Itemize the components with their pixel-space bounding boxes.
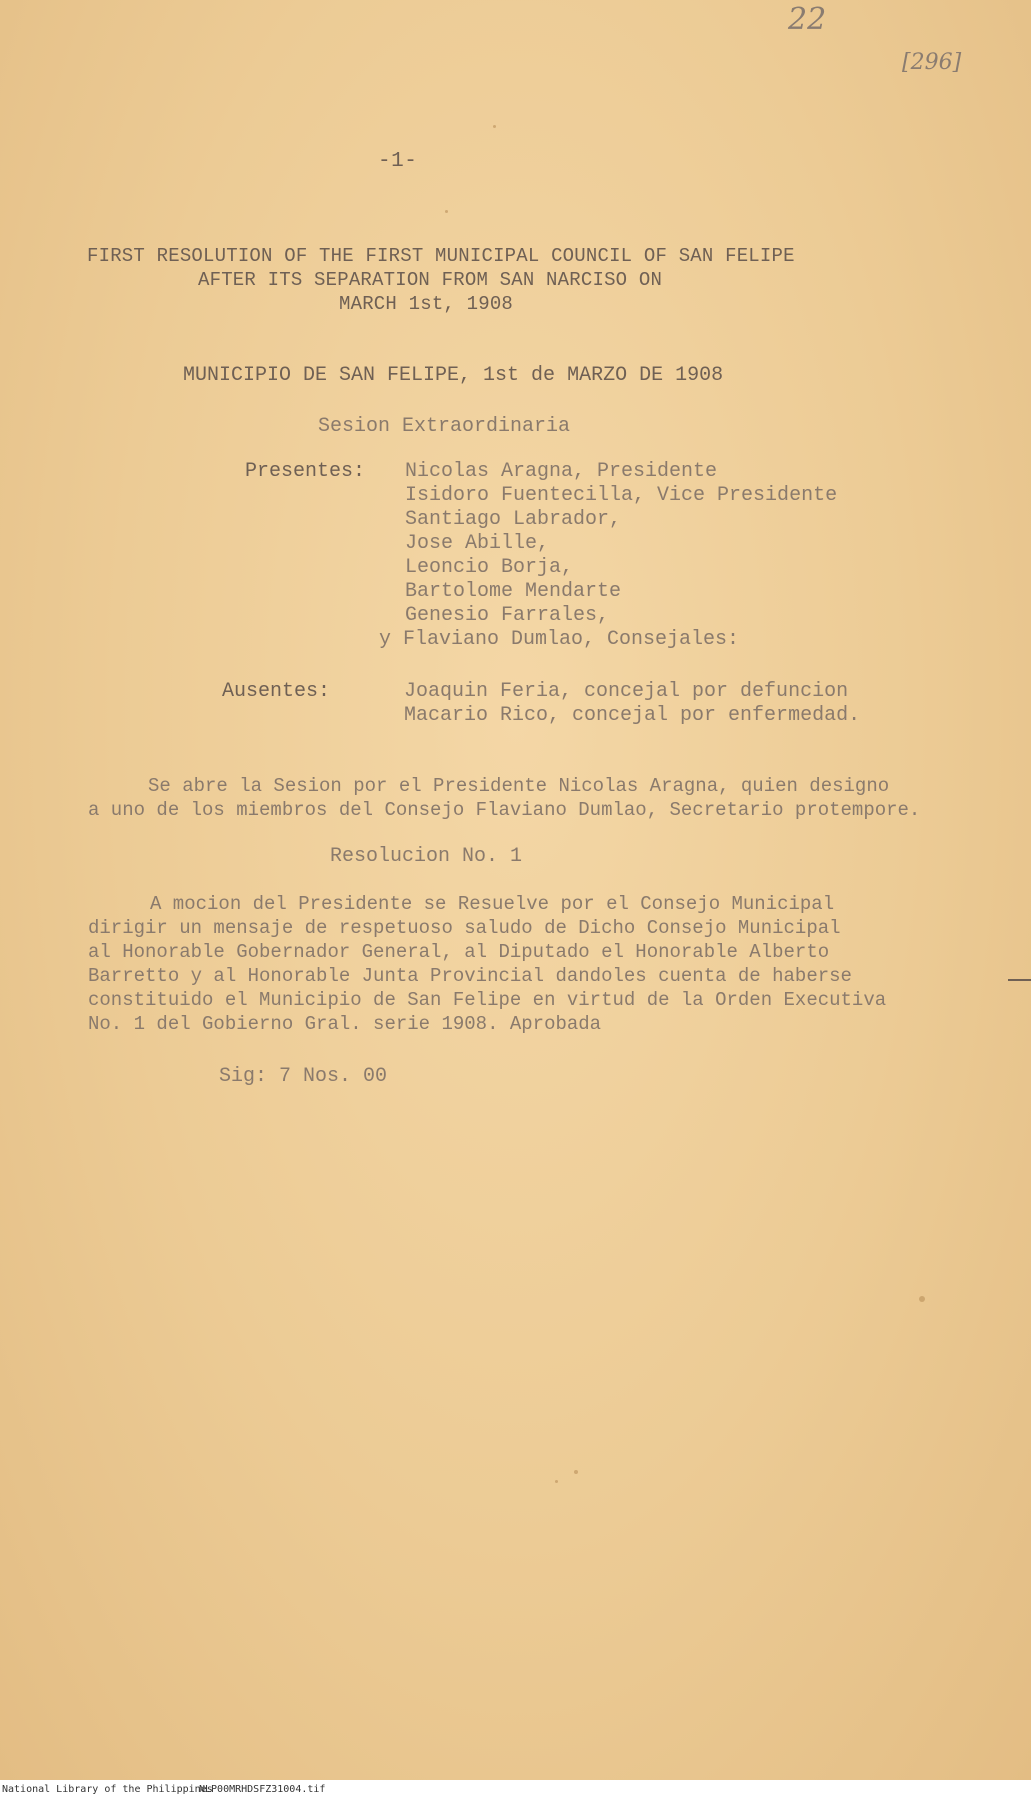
scan-footer [0, 1780, 1031, 1800]
paper-speck [445, 210, 448, 213]
presentes-list [379, 460, 838, 652]
paragraph-line: dirigir un mensaje de respetuoso saludo de Dicho Consejo Municipal [88, 917, 841, 939]
attendee: Jose Abille, [405, 532, 550, 555]
resolution-paragraph [88, 893, 886, 1037]
paragraph-line: a uno de los miembros del Consejo Flaviano Dumlao, Secretario protempore. [88, 799, 921, 821]
paragraph-line: constituido el Municipio de San Felipe en virtud de la Orden Executiva [88, 989, 887, 1011]
attendee: Nicolas Aragna, Presidente [405, 460, 718, 483]
scan-filename: NLP00MRHDSFZ31004.tif [199, 1784, 326, 1795]
paragraph-line: A mocion del Presidente se Resuelve por el Consejo Municipal [150, 893, 835, 915]
document-title [87, 245, 795, 317]
opening-paragraph [88, 775, 920, 823]
margin-tick [1008, 979, 1031, 981]
absentee: Macario Rico, concejal por enfermedad. [404, 704, 861, 727]
resolution-heading: Resolucion No. 1 [330, 845, 523, 868]
attendee: y Flaviano Dumlao, Consejales: [379, 628, 740, 651]
attendee: Bartolome Mendarte [405, 580, 622, 603]
signature-line: Sig: 7 Nos. 00 [219, 1065, 388, 1088]
ausentes-label: Ausentes: [222, 680, 331, 703]
ausentes-list [404, 680, 860, 728]
title-line: AFTER ITS SEPARATION FROM SAN NARCISO ON [198, 269, 663, 291]
paragraph-line: al Honorable Gobernador General, al Diputado el Honorable Alberto [88, 941, 830, 963]
session-type: Sesion Extraordinaria [318, 415, 571, 438]
attendee: Santiago Labrador, [405, 508, 622, 531]
paper-speck [555, 1480, 558, 1483]
handwritten-page-number: 22 [788, 2, 827, 37]
handwritten-bracket-number: [296] [902, 50, 962, 75]
attendee: Isidoro Fuentecilla, Vice Presidente [405, 484, 838, 507]
absentee: Joaquin Feria, concejal por defuncion [404, 680, 849, 703]
municipality-date-line: MUNICIPIO DE SAN FELIPE, 1st de MARZO DE 1908 [183, 364, 724, 387]
attendee: Genesio Farrales, [405, 604, 610, 627]
paragraph-line: Se abre la Sesion por el Presidente Nicolas Aragna, quien designo [148, 775, 890, 797]
library-credit: National Library of the Philippines [2, 1784, 213, 1795]
paper-speck [493, 125, 496, 128]
attendee: Leoncio Borja, [405, 556, 574, 579]
paragraph-line: No. 1 del Gobierno Gral. serie 1908. Aprobada [88, 1013, 602, 1035]
title-line: MARCH 1st, 1908 [339, 293, 514, 315]
paper-speck [919, 1296, 925, 1302]
page-marker: -1- [378, 150, 418, 173]
paper-speck [574, 1470, 578, 1474]
presentes-label: Presentes: [245, 460, 366, 483]
title-line: FIRST RESOLUTION OF THE FIRST MUNICIPAL COUNCIL OF SAN FELIPE [87, 245, 795, 267]
paragraph-line: Barretto y al Honorable Junta Provincial dandoles cuenta de haberse [88, 965, 852, 987]
